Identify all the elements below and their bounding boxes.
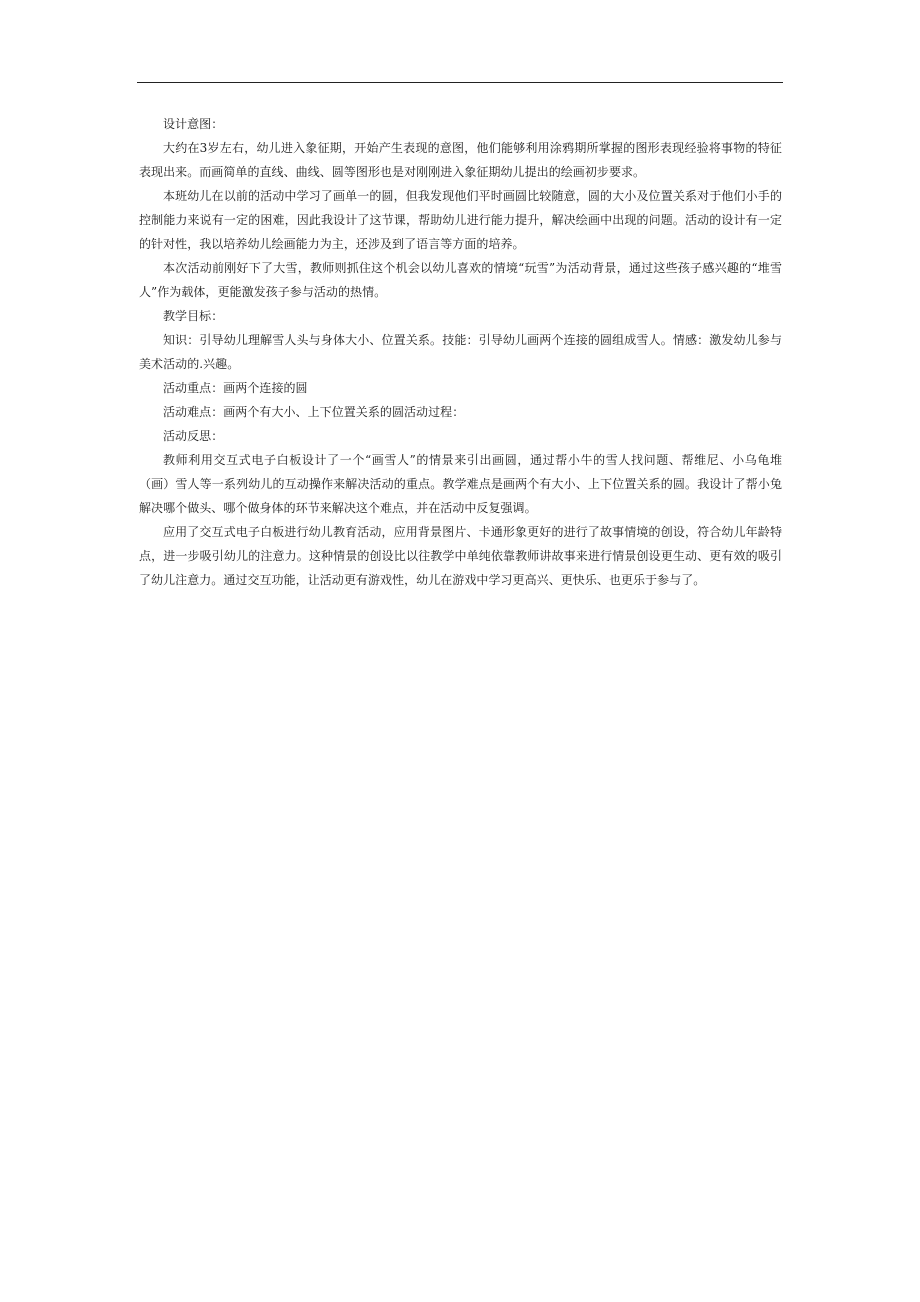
paragraph-difficulty: 活动难点：画两个有大小、上下位置关系的圆活动过程：: [163, 405, 465, 419]
section-heading-reflection: 活动反思：: [163, 429, 224, 443]
document-body: [139, 112, 782, 592]
paragraph-key-point: 活动重点：画两个连接的圆: [163, 381, 308, 395]
paragraph-snow-activity: 本次活动前刚好下了大雪，教师则抓住这个机会以幼儿喜欢的情境“玩雪”为活动背景，通过这些孩子感兴趣的“堆雪人”作为载体，更能激发孩子参与活动的热情。: [139, 261, 782, 299]
section-heading-design-intent: 设计意图：: [163, 117, 224, 131]
paragraph-goals: 知识：引导幼儿理解雪人头与身体大小、位置关系。技能：引导幼儿画两个连接的圆组成雪人。情感：激发幼儿参与美术活动的.兴趣。: [139, 333, 782, 371]
paragraph-reflection-application: 应用了交互式电子白板进行幼儿教育活动，应用背景图片、卡通形象更好的进行了故事情境的创设，符合幼儿年龄特点，进一步吸引幼儿的注意力。这种情景的创设比以往教学中单纯依靠教师讲故事来进行情景创设更生动、更有效的吸引了幼儿注意力。通过交互功能，让活动更有游戏性，幼儿在游戏中学习更高兴、更快乐、也更乐于参与了。: [139, 525, 782, 587]
paragraph-reflection-whiteboard: 教师利用交互式电子白板设计了一个“画雪人”的情景来引出画圆，通过帮小牛的雪人找问题、帮维尼、小乌龟堆（画）雪人等一系列幼儿的互动操作来解决活动的重点。教学难点是画两个有大小、上下位置关系的圆。我设计了帮小兔解决哪个做头、哪个做身体的环节来解决这个难点，并在活动中反复强调。: [139, 453, 782, 515]
header-rule: [137, 82, 783, 83]
paragraph-class-background: 本班幼儿在以前的活动中学习了画单一的圆，但我发现他们平时画圆比较随意，圆的大小及位置关系对于他们小手的控制能力来说有一定的困难，因此我设计了这节课，帮助幼儿进行能力提升，解决绘画中出现的问题。活动的设计有一定的针对性，我以培养幼儿绘画能力为主，还涉及到了语言等方面的培养。: [139, 189, 782, 251]
section-heading-teaching-goals: 教学目标：: [163, 309, 224, 323]
paragraph-symbolic-stage: 大约在3岁左右，幼儿进入象征期，开始产生表现的意图，他们能够利用涂鸦期所掌握的图形表现经验将事物的特征表现出来。而画简单的直线、曲线、圆等图形也是对刚刚进入象征期幼儿提出的绘画初步要求。: [139, 141, 782, 179]
